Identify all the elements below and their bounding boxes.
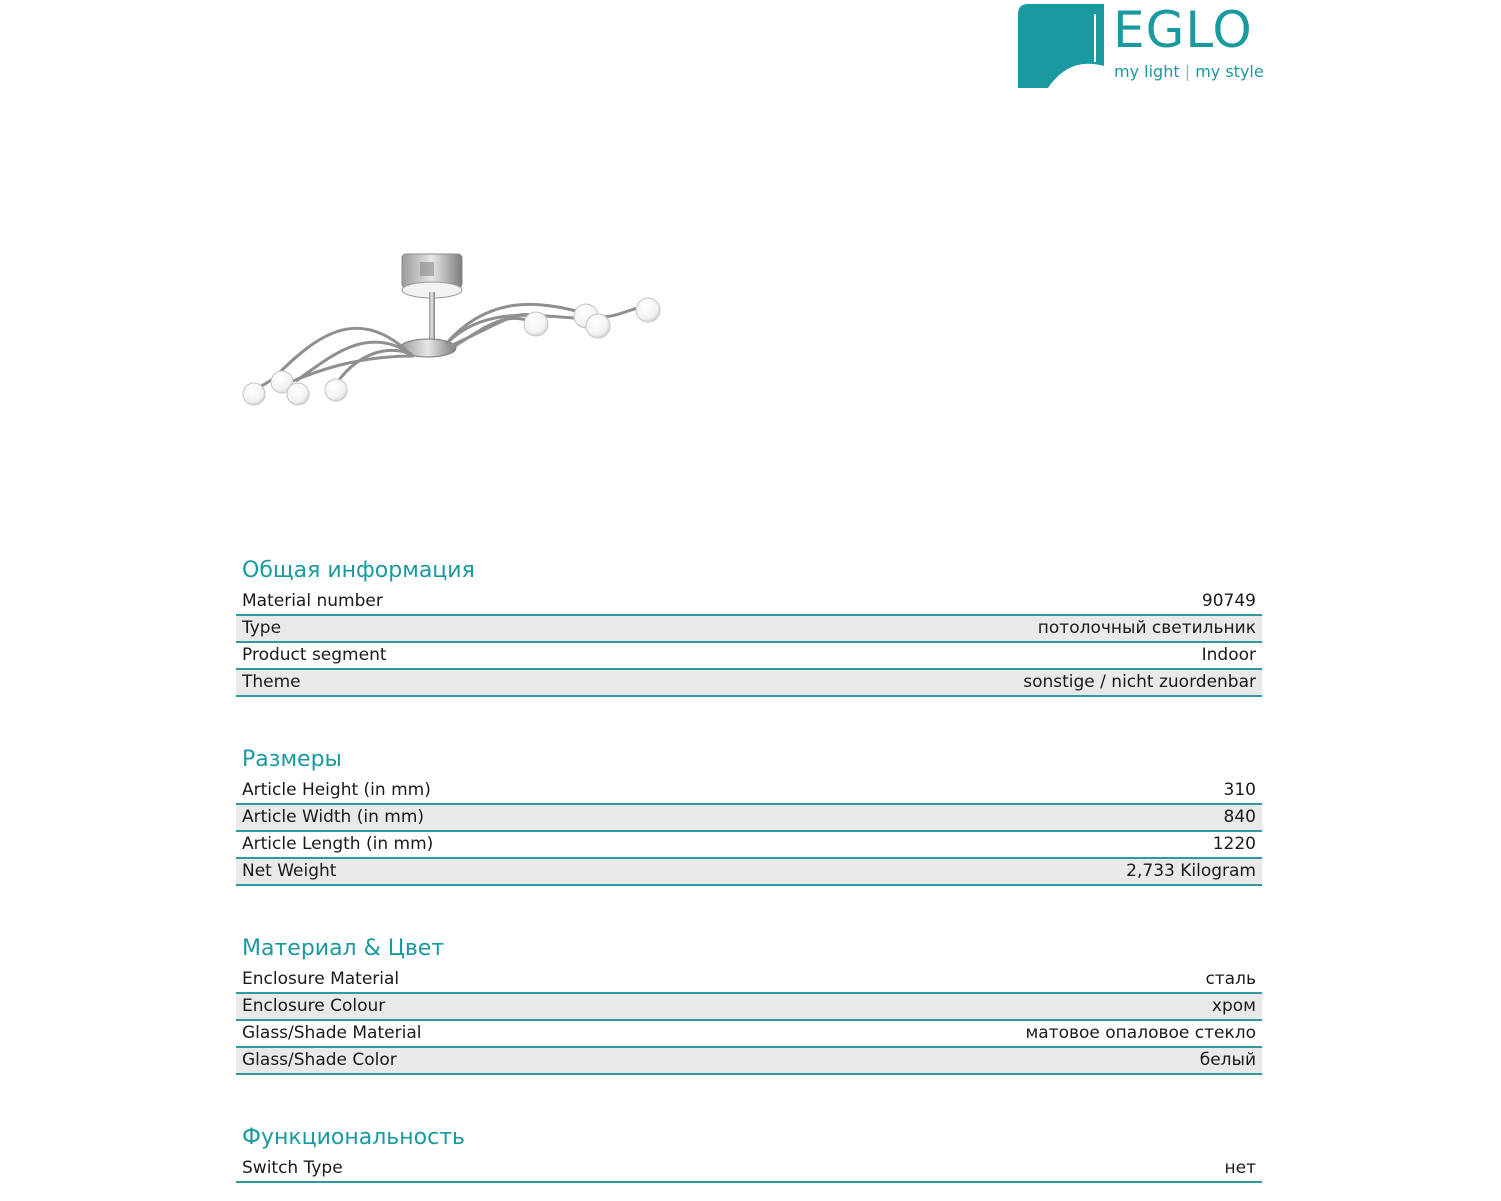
tagline-right: my style xyxy=(1195,62,1264,81)
spec-label: Enclosure Material xyxy=(242,969,400,989)
spec-label: Switch Type xyxy=(242,1158,343,1178)
spec-value: 1220 xyxy=(1212,834,1256,854)
spec-label: Glass/Shade Color xyxy=(242,1050,397,1070)
spec-row xyxy=(236,967,1262,994)
spec-row xyxy=(236,778,1262,805)
spec-row xyxy=(236,616,1262,643)
spec-value: хром xyxy=(1211,996,1256,1016)
brand-name: EGLO xyxy=(1113,1,1253,59)
tagline-separator: | xyxy=(1184,62,1191,81)
spec-label: Glass/Shade Material xyxy=(242,1023,422,1043)
spec-value: sonstige / nicht zuordenbar xyxy=(1023,672,1256,692)
spec-value: 840 xyxy=(1223,807,1256,827)
spec-row xyxy=(236,589,1262,616)
spec-label: Enclosure Colour xyxy=(242,996,386,1016)
spec-label: Net Weight xyxy=(242,861,337,881)
spec-label: Type xyxy=(242,618,282,638)
spec-value: белый xyxy=(1199,1050,1256,1070)
eglo-logo-mark-icon xyxy=(1018,4,1104,88)
section-material-color xyxy=(236,933,1262,1075)
eglo-logo xyxy=(1018,1,1268,88)
spec-row xyxy=(236,1021,1262,1048)
spec-row xyxy=(236,859,1262,886)
spec-label: Material number xyxy=(242,591,383,611)
spec-label: Article Width (in mm) xyxy=(242,807,425,827)
spec-value: 2,733 Kilogram xyxy=(1126,861,1256,881)
spec-value: матовое опаловое стекло xyxy=(1025,1023,1256,1043)
spec-row xyxy=(236,805,1262,832)
spec-row xyxy=(236,1156,1262,1183)
tagline-left: my light xyxy=(1114,62,1180,81)
section-title: Функциональность xyxy=(242,1125,465,1150)
spec-row xyxy=(236,994,1262,1021)
spec-label: Product segment xyxy=(242,645,387,665)
spec-row xyxy=(236,670,1262,697)
spec-value: нет xyxy=(1224,1158,1256,1178)
spec-value: Indoor xyxy=(1201,645,1256,665)
section-title: Размеры xyxy=(242,747,342,772)
spec-value: потолочный светильник xyxy=(1037,618,1256,638)
spec-value: 310 xyxy=(1223,780,1256,800)
spec-row xyxy=(236,832,1262,859)
ceiling-lamp-product-image xyxy=(236,246,666,411)
spec-value: сталь xyxy=(1205,969,1256,989)
spec-row xyxy=(236,1048,1262,1075)
spec-label: Article Height (in mm) xyxy=(242,780,431,800)
section-functionality xyxy=(236,1122,1262,1183)
section-dimensions xyxy=(236,744,1262,886)
spec-value: 90749 xyxy=(1201,591,1256,611)
spec-row xyxy=(236,643,1262,670)
brand-tagline xyxy=(1114,62,1264,81)
section-title: Общая информация xyxy=(242,558,475,583)
spec-label: Article Length (in mm) xyxy=(242,834,434,854)
section-title: Материал & Цвет xyxy=(242,936,445,961)
section-general-info xyxy=(236,555,1262,697)
spec-label: Theme xyxy=(242,672,301,692)
